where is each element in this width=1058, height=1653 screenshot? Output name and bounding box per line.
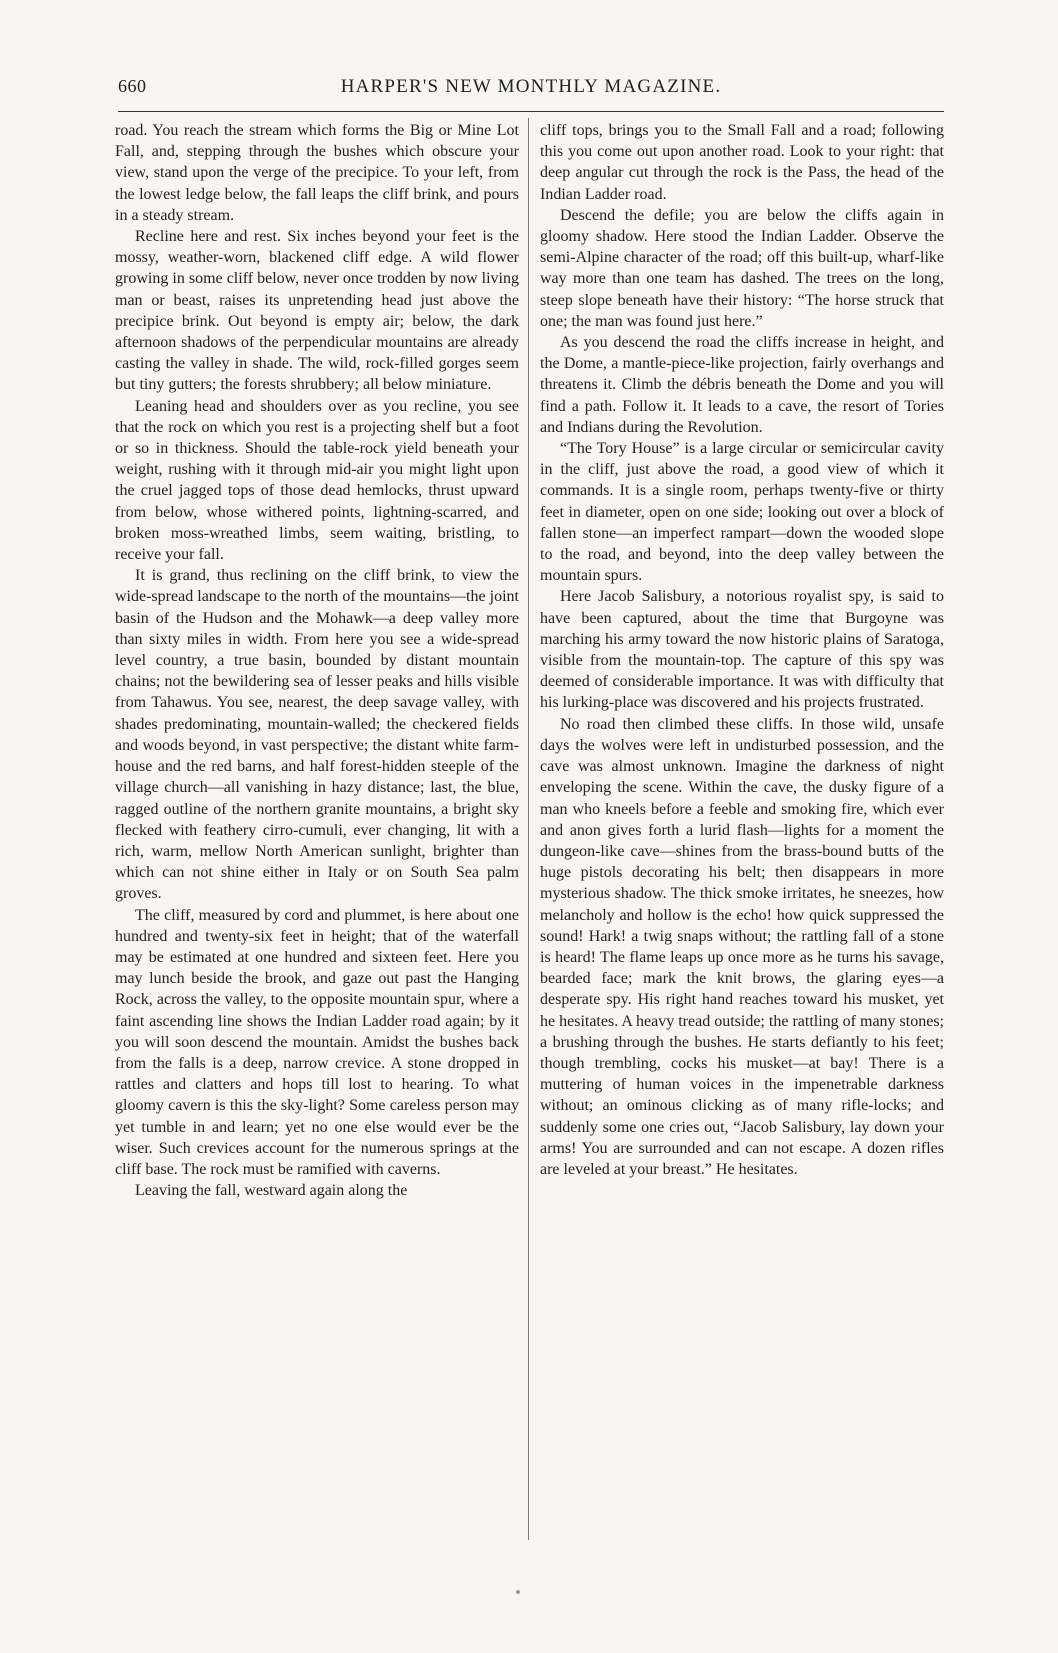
paragraph: Leaving the fall, westward again along the	[135, 1182, 408, 1200]
paper-speck	[516, 1590, 520, 1594]
paragraph: It is grand, thus reclining on the cliff brink, to view the wide-spread landscape to the north of the mountains—the joint basin of the Hudson and the Mohawk—a deep valley more than sixty miles in width. From here you see a wide-spread level country, a true basin, bounded by distant mountain chains; not the bewildering sea of lesser peaks and hills visible from Tahawus. You see, nearest, the deep savage valley, with shades predominating, mountain-walled; the checkered fields and woods beyond, in vast perspective; the distant white farm-house and the red barns, and half forest-hidden steeple of the village church—all vanishing in hazy distance; last, the blue, ragged outline of the northern granite mountains, a bright sky flecked with feathery cirro-cumuli, ever changing, lit with a rich, warm, mellow North American sunlight, brighter than which can not shine either in Italy or on South Sea palm groves.	[115, 567, 519, 903]
paragraph: cliff tops, brings you to the Small Fall and a road; following this you come out upon another road. Look to your right: that deep angular cut through the rock is the Pass, the head of the Indian Ladder road.	[540, 122, 944, 203]
paragraph: Recline here and rest. Six inches beyond your feet is the mossy, weather-worn, blackened cliff edge. A wild flower growing in some cliff below, never once trodden by now living man or beast, raises its unpretending head just above the precipice brink. Out beyond is empty air; below, the dark afternoon shadows of the perpendicular mountains are already casting the valley in shade. The wild, rock-filled gorges seem but tiny gutters; the forests shrubbery; all below miniature.	[115, 228, 519, 394]
paragraph: Descend the defile; you are below the cliffs again in gloomy shadow. Here stood the Indian Ladder. Observe the semi-Alpine character of the road; off this built-up, wharf-like way more than one team has dashed. The trees on the long, steep slope beneath have their history: “The horse struck that one; the man was found just here.”	[540, 206, 944, 330]
paragraph: As you descend the road the cliffs increase in height, and the Dome, a mantle-piece-like projection, fairly overhangs and threatens it. Climb the débris beneath the Dome and you will find a path. Follow it. It leads to a cave, the resort of Tories and Indians during the Revolution.	[540, 334, 944, 436]
paragraph: The cliff, measured by cord and plummet, is here about one hundred and twenty-six feet in height; that of the waterfall may be estimated at one hundred and sixteen feet. Here you may lunch beside the brook, and gaze out past the Hanging Rock, across the valley, to the opposite mountain spur, where a faint ascending line shows the Indian Ladder road again; by it you will soon descend the mountain. Amidst the bushes back from the falls is a deep, narrow crevice. A stone dropped in rattles and clatters and hops till lost to hearing. To what gloomy cavern is this the sky-light? Some careless person may yet tumble in and learn; yet no one else would ever be the wiser. Such crevices account for the numerous springs at the cliff base. The rock must be ramified with caverns.	[115, 906, 519, 1178]
page-number: 660	[118, 76, 147, 96]
page-header	[118, 76, 944, 106]
paragraph: Leaning head and shoulders over as you recline, you see that the rock on which you rest is a projecting shelf but a foot or so in thickness. Should the table-rock yield beneath your weight, rushing with it through mid-air you might light upon the cruel jagged tops of those dead hemlocks, thrust upward from below, whose withered points, lightning-scarred, and broken moss-wreathed limbs, seem waiting, bristling, to receive your fall.	[115, 397, 519, 564]
right-column	[540, 120, 944, 1540]
paragraph: Here Jacob Salisbury, a notorious royalist spy, is said to have been captured, about the time that Burgoyne was marching his army toward the now historic plains of Saratoga, visible from the mountain-top. The capture of this spy was deemed of considerable importance. It was with difficulty that his lurking-place was discovered and his projects frustrated.	[540, 588, 944, 712]
paragraph: “The Tory House” is a large circular or semicircular cavity in the cliff, just above the road, a good view of which it commands. It is a single room, perhaps twenty-five or thirty feet in diameter, open on one side; looking out over a block of fallen stone—an imperfect rampart—down the wooded slope to the road, and beyond, into the deep valley between the mountain spurs.	[540, 440, 944, 585]
left-column	[115, 120, 519, 1540]
header-rule	[118, 111, 944, 112]
paragraph: No road then climbed these cliffs. In those wild, unsafe days the wolves were left in undisturbed possession, and the cave was almost unknown. Imagine the darkness of night enveloping the scene. Within the cave, the dusky figure of a man who kneels before a feeble and smoking fire, which ever and anon gives forth a lurid flash—lights for a moment the dungeon-like cave—shines from the brass-bound butts of the huge pistols decorating his belt; then disappears in more mysterious shadow. The thick smoke irritates, he sneezes, how melancholy and hollow is the echo! how quick suppressed the sound! Hark! a twig snaps without; the rattling fall of a stone is heard! The flame leaps up once more as he turns his savage, bearded face; mark the knit brows, the glaring eyes—a desperate spy. His right hand reaches toward his musket, yet he hesitates. A heavy tread outside; the rattling of many stones; a brushing through the bushes. He starts defiantly to his feet; though trembling, cocks his musket—at bay! There is a muttering of human voices in the impenetrable darkness without; an ominous clicking as of many rifle-locks; and suddenly some one cries out, “Jacob Salisbury, lay down your arms! You are surrounded and can not escape. A dozen rifles are leveled at your breast.” He hesitates.	[540, 715, 944, 1178]
running-title: HARPER'S NEW MONTHLY MAGAZINE.	[340, 76, 722, 97]
paragraph: road. You reach the stream which forms the Big or Mine Lot Fall, and, stepping through the bushes which obscure your view, stand upon the verge of the precipice. To your left, from the lowest ledge below, the fall leaps the cliff brink, and pours in a steady stream.	[115, 122, 519, 224]
column-divider	[528, 118, 529, 1540]
